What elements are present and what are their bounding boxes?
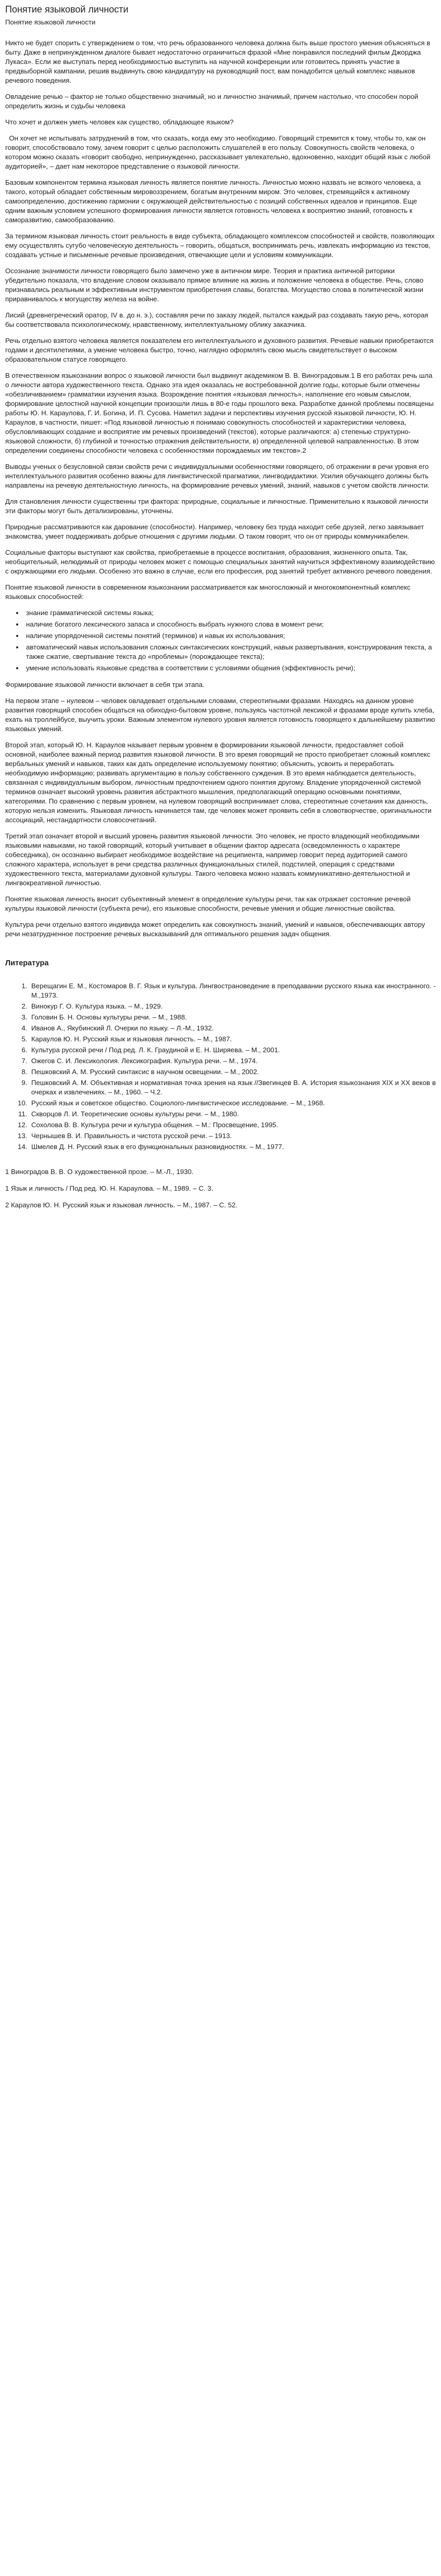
paragraph: Овладение речью – фактор не только общественно значимый, но и личностно значимый, причем настолько, что способен порой определить жизнь и судьбы человека — [5, 93, 419, 110]
paragraph: Формирование языковой личности включает в себя три этапа. — [5, 681, 205, 688]
literature-heading: Литература — [5, 959, 49, 967]
reference-item: 5. Караулов Ю. Н. Русский язык и языковая личность. – М., 1987. — [29, 1035, 436, 1044]
paragraph: Для становления личности существенны три фактора: природные, социальные и личностные. Применительно к языковой личности эти факторы могут быть детализированы, уточнены. — [5, 498, 429, 515]
article-body-part-2 — [5, 680, 436, 939]
list-item: • наличие упорядоченной системы понятий (терминов) и навык их использования; — [24, 631, 436, 641]
paragraph: На первом этапе – нулевом – человек овладевает отдельными словами, стереотипными фразами. Находясь на данном уровне развития говорящий способен общаться на обиходно-бытовом уровне, пользуясь частотной лексикой и фразами вроде купить хлеба, ехать на троллейбусе, выучить уроки. Важным элементом нулевого уровня является готовность говорящего к дальнейшему развитию языковых умений. — [5, 697, 435, 733]
paragraph: Социальные факторы выступают как свойства, приобретаемые в процессе воспитания, образования, жизненного опыта. Так, необщительный, нелюдимый от природы человек может с помощью специальных занятий научиться эффективному взаимодействию с окружающими его людьми. Особенно это важно в случае, если его профессия, род занятий требует активного речевого поведения. — [5, 549, 435, 575]
reference-item: 14. Шмелев Д. Н. Русский язык в его функциональных разновидностях. – М., 1977. — [29, 1142, 436, 1152]
paragraph: Он хочет не испытывать затруднений в том, что сказать, когда ему это необходимо. Говорящий стремится к тому, чтобы то, как он говорит, способствовало тому, зачем говорит с целью расположить слушателей в его пользу. Совокупность свойств человека, о котором можно сказать «говорит свободно, непринужденно, рассказывает увлекательно, вдохновенно, находит общий язык с любой аудиторией», – дает нам некоторое представление о языковой личности. — [5, 134, 433, 170]
reference-item: 6. Культура русской речи / Под ред. Л. К. Граудиной и Е. Н. Ширяева. – М., 2001. — [29, 1045, 436, 1055]
page-title: Понятие языковой личности — [5, 4, 129, 15]
paragraph: Выводы ученых о безусловной связи свойств речи с индивидуальными особенностями говорящего, об отражении в речи уровня его интеллектуального развития особенно важны для лингвистической прагматики, лингводидактики. Усилия обучающего должны быть направлены на речевую деятельностную личность, на формирование речевых умений, знаний, навыков с учетом свойств личности. — [5, 463, 430, 489]
paragraph: За термином языковая личность стоит реальность в виде субъекта, обладающего комплексом способностей и свойств, позволяющих ему осуществлять сугубо человеческую деятельность – говорить, общаться, воспринимать речь, извлекать информацию из текстов, создавать устные и письменные речевые произведения, отвечающие цели и условиям коммуникации. — [5, 232, 435, 259]
paragraph: Третий этап означает второй и высший уровень развития языковой личности. Это человек, не просто владеющий необходимыми языковыми навыками, но такой говорящий, который учитывает в общении фактор адресата (осведомленность о характере собеседника), он осознанно выбирает необходимое воздействие на реципиента, например говорит перед аудиторией самого сложного характера, использует в речи средства различных функциональных стилей, подстилей, операция с средствами художественного текста, материалами духовной культуры. Такого человека можно назвать коммуникативно-деятельностной и лингвокреативной личностью. — [5, 832, 420, 887]
reference-item: 8. Пешковский А. М. Русский синтаксис в научном освещении. – М., 2002. — [29, 1067, 436, 1077]
reference-item: 7. Ожегов С. И. Лексикология. Лексикография. Культура речи. – М., 1974. — [29, 1056, 436, 1066]
article-body-part-1 — [5, 39, 436, 602]
reference-item: 12. Сохолова В. В. Культура речи и культура общения. – М.: Просвещение, 1995. — [29, 1120, 436, 1130]
paragraph: Второй этап, который Ю. Н. Караулов называет первым уровнем в формировании языковой личности, предоставляет собой основной, наиболее важный период развития языковой личности. В это время говорящий не просто приобретает сложный комплекс вербальных умений и навыков, таких как дать определение используемому понятию; объяснить, усвоить и переработать необходимую информацию; развивать аргументацию в пользу собственного суждения. В это время наблюдается деятельность, связанная с индивидуальным выбором, личностным предпочтением одного понятия другому. Владение упорядоченной системой терминов означает высокий уровень развития абстрактного мышления, предполагающий операцию основными понятиями, категориями. По сравнению с первым уровнем, на нулевом говорящий воспринимает слова, стереотипные сочетания как данность, которую нельзя изменить. Языковая личность начинается там, где человек может проявить себя в словотворчестве, оригинальности ассоциаций, нестандартности словосочетаний. — [5, 741, 432, 824]
list-item: • наличие богатого лексического запаса и способность выбрать нужного слова в момент речи; — [24, 620, 436, 629]
footnotes — [5, 1167, 436, 1210]
paragraph: Природные рассматриваются как дарование (способности). Например, человеку без труда находит себе друзей, легко завязывает знакомства, умеет поддерживать добрые отношения с другими людьми. О таком говорят, что он от природы коммуникабелен. — [5, 523, 424, 540]
references-list — [5, 981, 436, 1152]
paragraph: В отечественном языкознании вопрос о языковой личности был выдвинут академиком В. В. Виноградовым.1 В его работах речь шла о личности автора художественного текста. Однако эта идея оказалась не востребованной долгие годы, которые были отмечены «обезличиванием» грамматики изучения языка. Возрождение понятия «языковая личность», наполнение его новым смыслом, формирование целостной научной концепции произошли лишь в 80-е годы прошлого века. Разработке данной проблемы посвящены работы Ю. Н. Караулова, Г. И. Богина, И. П. Сусова. Наметил задачи и перспективы изучения русской языковой личности, Ю. Н. Караулов, в частности, пишет: «Под языковой личностью я понимаю совокупность способностей и характеристики человека, обусловливающих создание и восприятие им речевых произведений (текстов), которые различаются: а) степенью структурно-языковой сложности, б) глубиной и точностью отражения действительности, в) определенной целевой направленностью. В этом определении соединены способности человека с особенностями порождаемых им текстов».2 — [5, 372, 434, 454]
reference-item: 4. Иванов А., Якубинский Л. Очерки по языку. – Л.-М., 1932. — [29, 1024, 436, 1033]
list-item: • умение использовать языковые средства в соответствии с условиями общения (эффективность речи); — [24, 664, 436, 673]
paragraph: Что хочет и должен уметь человек как существо, обладающее языком? — [5, 118, 234, 126]
paragraph: Никто не будет спорить с утверждением о том, что речь образованного человека должна быть выше простого умения объясняться в быту. Даже в непринужденном диалоге бывает недостаточно ограничиться фразой «Мне понравился последний фильм Джорджа Лукаса». Если же выступать перед необходимостью выступить на научной конференции или готовитесь принять участие в предвыборной кампании, решив выдвинуть свою кандидатуру на руководящий пост, вам понадобится целый комплекс навыков речевого поведения. — [5, 39, 431, 84]
reference-item: 1. Верещагин Е. М., Костомаров В. Г. Язык и культура. Лингвострановедение в преподавании русского языка как иностранного. - М.,1973. — [29, 981, 436, 1000]
footnote: 1 Язык и личность / Под ред. Ю. Н. Караулова. – М., 1989. – С. 3. — [5, 1184, 213, 1192]
paragraph: Понятие языковая личность вносит субъективный элемент в определение культуры речи, так как отражает состояние речевой культуры языковой личности (субъекта речи), его языковые способности, речевые умения и общие личностные свойства. — [5, 895, 411, 912]
paragraph: Культура речи отдельно взятого индивида может определить как совокупность знаний, умений и навыков, обеспечивающих автору речи незатрудненное построение речевых высказываний для оптимального решения задач общения. — [5, 921, 425, 938]
list-item: • автоматический навык использования сложных синтаксических конструкций, навык развертывания, конструирования текста, а также сжатие, свертывание текста до «проблемы» (порождающее текста); — [24, 643, 436, 661]
reference-item: 3. Головин Б. Н. Основы культуры речи. – М., 1988. — [29, 1013, 436, 1022]
paragraph: Базовым компонентом термина языковая личность является понятие личность. Личностью можно назвать не всякого человека, а такого, который обладает собственным мировоззрением, богатым внутренним миром. Это человек, стремящийся к активному самоопределению, достижению гармонии с окружающей действительностью с позиций собственных идеалов и принципов. Еще одним важным условием успешного формирования личности является готовность человека к восприятию знаний, готовность к саморазвитию, самообразованию. — [5, 178, 421, 224]
paragraph: Понятие языковой личности в современном языкознании рассматривается как многосложный и многокомпонентный комплекс языковых способностей: — [5, 583, 411, 601]
paragraph: Осознание значимости личности говорящего было замечено уже в античном мире. Теория и практика античной риторики убедительно показала, что владение словом оказывало прямое влияние на жизнь и положение человека в обществе. Речь, слово признавались реальным и эффективным инструментом приобретения славы, богатства. Могущество слова в политической жизни приравнивалось к могуществу железа на войне. — [5, 267, 424, 303]
page-subtitle: Понятие языковой личности — [5, 18, 96, 26]
paragraph: Лисий (древнегреческий оратор, IV в. до н. э.), составляя речи по заказу людей, пытался каждый раз создавать такую речь, которая бы соответствовала психологическому, нравственному, интеллектуальному облику заказчика. — [5, 311, 429, 328]
reference-item: 10. Русский язык и советское общество. Социолого-лингвистическое исследование. – М., 1968. — [29, 1099, 436, 1108]
reference-item: 2. Винокур Г. О. Культура языка. – М., 1929. — [29, 1002, 436, 1011]
list-item: • знание грамматической системы языка; — [24, 608, 436, 618]
abilities-list — [5, 608, 436, 673]
paragraph: Речь отдельно взятого человека является показателем его интеллектуального и духовного развития. Речевые навыки приобретаются годами и десятилетиями, а умение человека быстро, точно, наглядно оформлять свою мысль свидетельствует о высоком образовательном статусе говорящего. — [5, 337, 434, 363]
article — [0, 0, 441, 1238]
reference-item: 11. Скворцов Л. И. Теоретические основы культуры речи. – М., 1980. — [29, 1110, 436, 1119]
footnote: 1 Виноградов В. В. О художественной прозе. – М.-Л., 1930. — [5, 1168, 194, 1176]
reference-item: 13. Чернышев В. И. Правильность и чистота русской речи. – 1913. — [29, 1131, 436, 1141]
reference-item: 9. Пешковский А. М. Объективная и нормативная точка зрения на язык //Звегинцев В. А. История языкознания XIX и XX веков в очерках и извлечениях. – М., 1960. – Ч.2. — [29, 1078, 436, 1097]
footnote: 2 Караулов Ю. Н. Русский язык и языковая личность. – М., 1987. – С. 52. — [5, 1201, 238, 1209]
